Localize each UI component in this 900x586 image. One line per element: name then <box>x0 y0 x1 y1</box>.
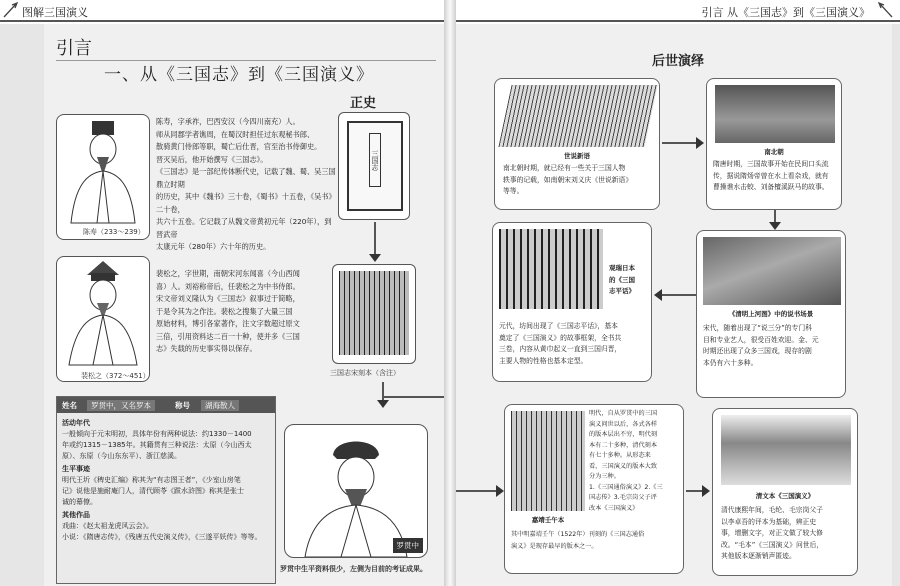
era-line: 一般倾向于元末明初，具体年份有两种说法：约1330－1400 <box>62 430 252 438</box>
era-key: 活动年代 <box>62 419 90 427</box>
life-line: 明代王圻《稗史汇编》称其为“有志图王者”，《少室山房笔 <box>62 476 241 484</box>
desc-line: 本有二十多种，清代刻本 <box>589 441 658 449</box>
desc-line: 其他版本逐渐销声匿迹。 <box>721 552 796 560</box>
works-line: 戏曲：《赵太祖龙虎风云会》。 <box>62 522 153 530</box>
sanguozhi-book <box>338 112 410 220</box>
desc-line: 事，增删文字，对正文做了较大修 <box>721 529 823 537</box>
life-line: 记》说他是施耐庵门人，清代顾苓《跋水浒图》称其是张士 <box>62 487 244 495</box>
era-line: 原）、东原（今山东东平）、浙江慈溪。 <box>62 452 181 460</box>
arrow-right <box>662 142 698 144</box>
arrow-head-icon <box>654 289 662 301</box>
left-header-title: 图解三国演义 <box>22 6 88 19</box>
bio-line: 三倍，引用资料达二百一十种，使并多《三国 <box>156 331 300 341</box>
ming-image <box>511 411 585 511</box>
luoguanzhong-badge: 罗贯中 <box>393 538 424 553</box>
book-page-image <box>339 271 409 355</box>
card-qing <box>712 408 858 576</box>
shishuo-image <box>498 85 657 147</box>
bio-line: 的历史，其中《魏书》三十卷，《蜀书》十五卷，《吴书》二十卷， <box>156 192 336 214</box>
arrow-head-icon <box>696 137 704 149</box>
desc-line: 以李卓吾的评本为基础，辨正史 <box>721 517 817 526</box>
life-key: 生平事迹 <box>62 465 90 473</box>
qing-image <box>721 415 851 485</box>
desc-line: 演义问世以后，各式各样 <box>589 420 658 428</box>
page-title: 一、从《三国志》到《三国演义》 <box>104 65 374 85</box>
left-content <box>44 24 444 586</box>
card-ming <box>504 404 684 574</box>
desc-line: 元代，坊间出现了《三国志平话》，基本 <box>499 322 618 330</box>
song-image <box>703 237 841 305</box>
bio-line: 晋灭吴后，他开始撰写《三国志》。 <box>156 154 268 164</box>
section-title: 引言 <box>56 38 92 59</box>
bio-line: 于是令其为之作注。裴松之搜集了大量三国 <box>156 306 293 316</box>
bio-line: 志》失载的历史事实得以保存。 <box>156 344 257 353</box>
nanbeichao-caption: 南北朝 <box>764 148 784 156</box>
song-edition-caption: 三国志宋刻本（含注） <box>330 369 400 377</box>
left-header <box>0 0 444 22</box>
desc-line: 分为三种。 <box>589 473 620 480</box>
right-content <box>456 24 892 586</box>
desc-line: 宋代，随着出现了“说三分”的专门科 <box>703 324 812 332</box>
left-page <box>0 0 444 586</box>
desc-line: 目和专业艺人，很受百姓欢迎。金、元 <box>703 335 819 344</box>
side-line: 的《三国 <box>609 275 635 284</box>
desc-line: 主要人物的性格也基本定型。 <box>499 356 588 365</box>
side-line: 志平话》 <box>609 287 635 295</box>
desc-line: 奠定了《三国演义》的故事框架，全书共 <box>499 333 622 342</box>
book-title-slip: 三国志 <box>369 133 381 187</box>
desc-line: 改。“毛本”《三国演义》问世后， <box>721 540 824 549</box>
bio-line: 陈寿，字承祚，巴西安汉（今四川南充）人。 <box>156 117 300 126</box>
desc-line: 三卷，内容从黄巾起义一直到三国归晋， <box>499 345 622 353</box>
song-desc <box>703 323 843 369</box>
bio-line: 散骑黄门侍郎等职，蜀亡后仕晋，官至治书侍御史。 <box>156 142 322 151</box>
arrow-down <box>374 222 376 256</box>
zhengshi-label: 正史 <box>350 96 377 111</box>
desc-line: 时期还出现了众多三国戏，现存的剧 <box>703 347 812 355</box>
chenshou-caption: 陈寿（233～239） <box>83 228 145 236</box>
bio-line: 喜）人。刘裕称帝后，任裴松之为中书侍郎。 <box>156 281 300 291</box>
chenshou-portrait <box>56 114 150 240</box>
book-cover <box>347 121 403 211</box>
qing-desc <box>721 505 855 563</box>
song-caption: 《清明上河图》中的说书场景 <box>728 310 814 318</box>
info-body <box>57 413 275 546</box>
pinghua-image <box>499 229 603 309</box>
arrow-head-icon <box>377 400 389 408</box>
card-nanbeichao <box>706 78 842 210</box>
right-header <box>456 0 900 22</box>
arrow-down <box>382 382 384 402</box>
bio-line: 原始材料，博引各家著作，注文字数超过原文 <box>156 319 300 328</box>
right-page <box>456 0 900 586</box>
desc-line: 隋唐时期，三国故事开始在民间口头流 <box>713 160 829 168</box>
era-line: 年或约1315－1385年。其籍贯有三种说法：太原（今山西太 <box>62 441 252 449</box>
qing-caption: 清文本《三国演义》 <box>755 492 815 500</box>
desc-line: 其中明嘉靖壬午（1522年）刊刻的《三国志通俗 <box>511 531 645 538</box>
works-line: 小说：《隋唐志传》，《残唐五代史演义传》，《三遂平妖传》等等。 <box>62 533 262 541</box>
name-key: 姓名 <box>62 401 77 410</box>
desc-line: 南北朝时期，就已经有一些关于三国人物 <box>503 164 626 172</box>
arrow-head-icon <box>769 222 781 230</box>
chenshou-bio <box>156 116 336 254</box>
book-gutter <box>444 0 456 586</box>
later-title: 后世演绎 <box>652 54 705 69</box>
shishuo-caption: 世说新语 <box>564 152 590 160</box>
desc-line: 轶事的记载，如南朝宋刘义庆《世说新语》 <box>503 175 633 184</box>
desc-line: 等等。 <box>503 187 524 195</box>
side-line: 观瑞日本 <box>609 264 635 272</box>
ming-desc-bottom <box>511 529 681 552</box>
shishuo-desc <box>503 163 657 198</box>
brush-icon <box>2 1 20 19</box>
arrow-head-icon <box>702 485 710 497</box>
arrow-left <box>660 294 696 296</box>
card-song <box>696 230 846 398</box>
peisongzhi-caption: 裴松之（372～451） <box>81 372 150 380</box>
luoguanzhong-info-box <box>56 396 276 584</box>
bio-line: 《三国志》是一部纪传体断代史，记载了魏、蜀、吴三国鼎立时期 <box>156 167 336 189</box>
desc-line: 的版本层出不穷，明代刻 <box>589 431 658 438</box>
desc-line: 国志传》3.毛宗岗父子评 <box>589 494 657 501</box>
desc-line: 看，三国演义的版本大致 <box>589 462 658 470</box>
right-header-title: 引言 从《三国志》到《三国演义》 <box>701 6 870 19</box>
hao-value: 湖海散人 <box>201 400 239 411</box>
luoguanzhong-portrait <box>284 424 428 558</box>
info-header <box>57 397 275 413</box>
bio-line: 师从同郡学者谯周，在蜀汉时担任过东观秘书郎、 <box>156 129 315 139</box>
song-edition-book <box>332 264 416 364</box>
ming-desc-side <box>589 409 683 514</box>
arrow-right <box>382 396 444 398</box>
arrow-right <box>456 490 496 492</box>
works-key: 其他作品 <box>62 511 90 519</box>
desc-line: 本仍有六十多种。 <box>703 358 758 367</box>
desc-line: 1.《三国通俗演义》2.《三 <box>589 483 663 491</box>
luoguanzhong-caption: 罗贯中生平资料很少，左侧为目前的考证成果。 <box>280 565 427 573</box>
chenshou-figure <box>57 115 149 225</box>
desc-line: 传，据说隋炀帝曾在水上看杂戏，就有 <box>713 171 829 180</box>
card-yuan <box>492 222 652 382</box>
life-line: 诚的幕僚。 <box>62 498 97 506</box>
brush-icon <box>876 1 894 19</box>
desc-line: 明代，自从罗贯中的三国 <box>589 410 658 417</box>
left-margin <box>0 24 44 586</box>
peisongzhi-bio <box>156 268 326 356</box>
pinghua-desc <box>499 321 649 367</box>
right-margin <box>892 24 900 586</box>
bio-line: 裴松之，字世期，南朝宋河东闻喜（今山西闻 <box>156 269 300 278</box>
card-shishuo <box>494 78 660 210</box>
name-value: 罗贯中，又名罗本 <box>87 400 155 411</box>
pinghua-side <box>609 263 649 298</box>
peisongzhi-portrait <box>56 256 150 382</box>
desc-line: 演义》是现存最早的版本之一。 <box>511 542 598 550</box>
arrow-head-icon <box>369 254 381 262</box>
desc-line: 改本《三国演义》 <box>589 504 639 512</box>
ming-caption: 嘉靖壬午本 <box>531 516 565 524</box>
bio-line: 共六十五卷。它记载了从魏文帝黄初元年（220年），到晋武帝 <box>156 217 332 239</box>
hao-key: 称号 <box>175 401 190 410</box>
peisongzhi-figure <box>57 257 149 367</box>
desc-line: 有七十多种。从形态来 <box>589 452 651 459</box>
nanbeichao-desc <box>713 159 841 194</box>
nanbeichao-image <box>715 85 835 143</box>
bio-line: 宋文帝刘义隆认为《三国志》叙事过于简略， <box>156 294 300 303</box>
arrow-head-icon <box>496 485 504 497</box>
desc-line: 清代康熙年间，毛纶、毛宗岗父子 <box>721 506 823 514</box>
bio-line: 太康元年（280年）六十年的历史。 <box>156 242 271 251</box>
desc-line: 曹操谯水击蛟、刘备檀溪跃马的故事。 <box>713 183 829 191</box>
